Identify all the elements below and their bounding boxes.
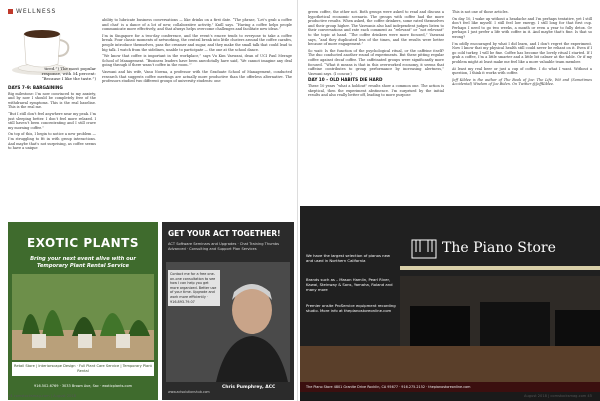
- left-footer: 44 comstocksmag.com | August 2018: [8, 394, 76, 398]
- exotic-plants-logo: EXOTIC PLANTS: [27, 236, 139, 250]
- paragraph: green coffee, the other not. Both groups were asked to read and discuss a hypothetical economic scenario. The groups with coffee had the more productive results. When asked, the coffee drinkers, some rated themselves and their group higher. The Vaswanis also had independent judges listen to their conversations and rate each comment as “relevant” or “not relevant” to the topic at hand. “The coffee drinkers were more focused,” Vaswani says, “and they duplicated less of the times, and the results were better because of more engagement.”: [308, 10, 444, 47]
- paragraph: “We know that coffee is important in the workplace,” says Vu Kim Vaswani, dean of UCI Paul Merage School of Management. “Business leaders have been anecdotally have said, ‘We cannot imagine any deal going through if there wasn’t coffee in the room.’”: [102, 54, 292, 68]
- paragraph: I’m oddly encouraged by what I did learn, and I don’t regret the experiment. Now I know that my physical health still could never be reliant on it. Even if I go cold turkey, I will be fine. Coffee has become the lovely ritual I started. If I grab a coffee, I’m a little smarter and a little bit calmer at the table. Or if my problem might at least make me feel like a more valuable team member.: [452, 41, 592, 64]
- piano-text-studio: Premier onsite ProService equipment recording studio. More info at thepianostoreonline.com: [306, 303, 396, 313]
- left-page: [0, 0, 298, 401]
- day-10-heading: DAY 10 – OLD HABITS DIE HARD: [308, 77, 383, 83]
- exotic-plants-tagline: Bring your next event alive with our Temporary Plant Rental Service: [30, 256, 136, 269]
- right-column-1: [308, 10, 444, 200]
- exotic-plants-services: Retail Store | Interiorscape Design · Full Plant Care Service | Temporary Plant Rental: [12, 362, 154, 376]
- section-title: WELLNESS: [16, 8, 57, 15]
- paragraph: On day 10, I wake up without a headache and I’m perhaps tentative, yet I still don’t feel like myself. I still feel low energy. I still long for that first cup. Perhaps I need to go two weeks, a month or even a year to fully detox. Or perhaps I just prefer a life with coffee in it. And maybe that’s fine. Is that so wrong?: [452, 16, 592, 39]
- right-column-2: [452, 10, 592, 200]
- pull-quote: tired.”) The most popular response, with 54 percent: “Because I like the taste.”): [41, 66, 96, 81]
- piano-store-ad[interactable]: [300, 206, 600, 401]
- act-subhead: ACT Software Seminars and Upgrades · Chat Training Thumbs Advanced · Consulting and Support Plan Services: [168, 242, 280, 251]
- paragraph: ability to lubricate business conversations — like drinks on a first date. “The phrase, ‘Let’s grab a coffee and chat’ is a dance of a lot of new, collaborative activity,” Knill says. “Having a coffee helps people communicate more effectively, and that always helps overcome challenges and facilitate new ideas.”: [102, 18, 292, 32]
- author-bio: Jeff Kildee is the author of The Book of Joe: The Life, Wit and (Sometimes Accidental) Wisdom of Joe Biden. On Twitter @JeffKildee.: [452, 77, 592, 87]
- piano-showroom-photo: [300, 206, 600, 382]
- act-website[interactable]: www.actsolutionshub.com: [168, 390, 210, 394]
- right-footer: August 2018 | comstocksmag.com 45: [524, 394, 592, 398]
- paragraph: Big milestone: I’m now convinced to my anxiety, and by now I should be completely free of the withdrawal symptoms. This is the real baseline. This is the real me.: [8, 91, 96, 110]
- consultant-name: Chris Pumphrey, ACC: [222, 385, 276, 390]
- paragraph: This is not one of those articles.: [452, 10, 509, 14]
- plants-photo: [12, 274, 154, 360]
- days-heading: DAYS 7–9: BARGAINING: [8, 85, 63, 90]
- exotic-plants-contact: 916.502.6769 · 3033 Brown Ave, Sac · exoticplants.com: [33, 384, 133, 388]
- paragraph: These 10 years “what a holdout” results show a common one. The action is skeptical, then the experiment abstinence. I’m surprised by the initial results and also really better off, leading to more purpose: [308, 83, 444, 98]
- piano-store-title: The Piano Store: [442, 240, 556, 256]
- paragraph: I’m in Singapore for a two-day conference, and the event’s emcee tends to everyone to take a coffee break. Four classic moments of networking, the central break into little clusters around the coffee carafes, people introduce themselves, pass the creamer and sugar, and they make the small talk that could lead to big talk. I watch from the sidelines, unable to participate — the one at the school dance.: [102, 33, 292, 52]
- paragraph: “But I still don’t feel anywhere near my peak. I’m just sleeping better. I don’t feel more relaxed. I still haven’t been concentrating and I still crave my morning coffee.”: [8, 111, 96, 130]
- left-column-2: [102, 18, 292, 218]
- piano-text-brands: Brands such as – Mason Hamlin, Pearl River, Kawai, Steinway & Sons, Yamaha, Roland and many more: [306, 277, 393, 292]
- act-contact-box: Contact me for a free one-on-one consultation to see how I can help you get more organized. Better use of your time. Upgrade and work more efficiently · 916.893.79.07: [168, 270, 220, 306]
- paragraph: At least my real beer or just a cup of coffee. I do what I want. Without a question, I think it works with coffee.: [452, 66, 592, 76]
- section-label: [8, 8, 56, 15]
- paragraph: Vaswani and his wife, Vanu Nowna, a professor with the Graduate School of Management, conducted research that suggests coffee meetings are actually more productive than the offerless alternative. The professors studied two different groups of university students: one: [102, 69, 292, 84]
- act-headline: GET YOUR ACT TOGETHER!: [168, 229, 281, 238]
- paragraph: So wait: Is the function of the psychological ritual, or the caffeine itself? The duo conducted another round of experiments. But these pitting regular coffee against decaf coffee. The caffeinated groups were significantly more focused. “What it means is that in this overworked economy, it seems that caffeine contributes to group performance by increasing alertness,” Vaswani says. (I concur.): [308, 48, 444, 76]
- piano-text-selection: We have the largest selection of pianos new and used in Northern California: [306, 253, 391, 263]
- piano-store-address[interactable]: The Piano Store 4801 Granite Drive Rocklin, CA 95677 · 916.275.2152 · thepianostoreonline.com: [300, 382, 600, 392]
- paragraph: On top of this, I begin to notice a new problem — I’m struggling to fit in with group interactions. And maybe that’s not surprising, as coffee seems to have a unique: [8, 132, 96, 151]
- exotic-plants-ad[interactable]: [8, 222, 158, 400]
- left-column-1: [8, 84, 96, 218]
- act-software-ad[interactable]: [162, 222, 294, 400]
- section-marker-icon: [8, 9, 13, 14]
